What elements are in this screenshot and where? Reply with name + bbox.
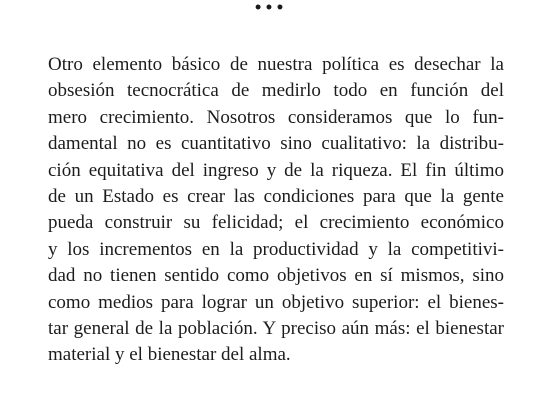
paragraph-line: pueda construir su felicidad; el crecimiento económico (48, 212, 504, 234)
body-paragraph (48, 52, 504, 369)
paragraph-line: material y el bienestar del alma. (48, 344, 291, 366)
paragraph-line: damental no es cuantitativo sino cualitativo: la distribu- (48, 133, 504, 155)
section-ornament: ••• (253, 0, 287, 16)
paragraph-line: Otro elemento básico de nuestra política es desechar la (48, 54, 504, 75)
paragraph-line: ción equitativa del ingreso y de la riqueza. El fin último (48, 159, 504, 181)
paragraph-line: mero crecimiento. Nosotros consideramos que lo fun- (48, 106, 504, 128)
paragraph-line: obsesión tecnocrática de medirlo todo en función del (48, 80, 504, 102)
paragraph-line: y los incrementos en la productividad y la competitivi- (48, 238, 504, 260)
paragraph-line: de un Estado es crear las condiciones para que la gente (48, 185, 504, 207)
paragraph-line: como medios para lograr un objetivo superior: el bienes- (48, 291, 504, 313)
paragraph-line: dad no tienen sentido como objetivos en sí mismos, sino (48, 265, 504, 287)
paragraph-line: tar general de la población. Y preciso aún más: el bienestar (48, 317, 504, 339)
